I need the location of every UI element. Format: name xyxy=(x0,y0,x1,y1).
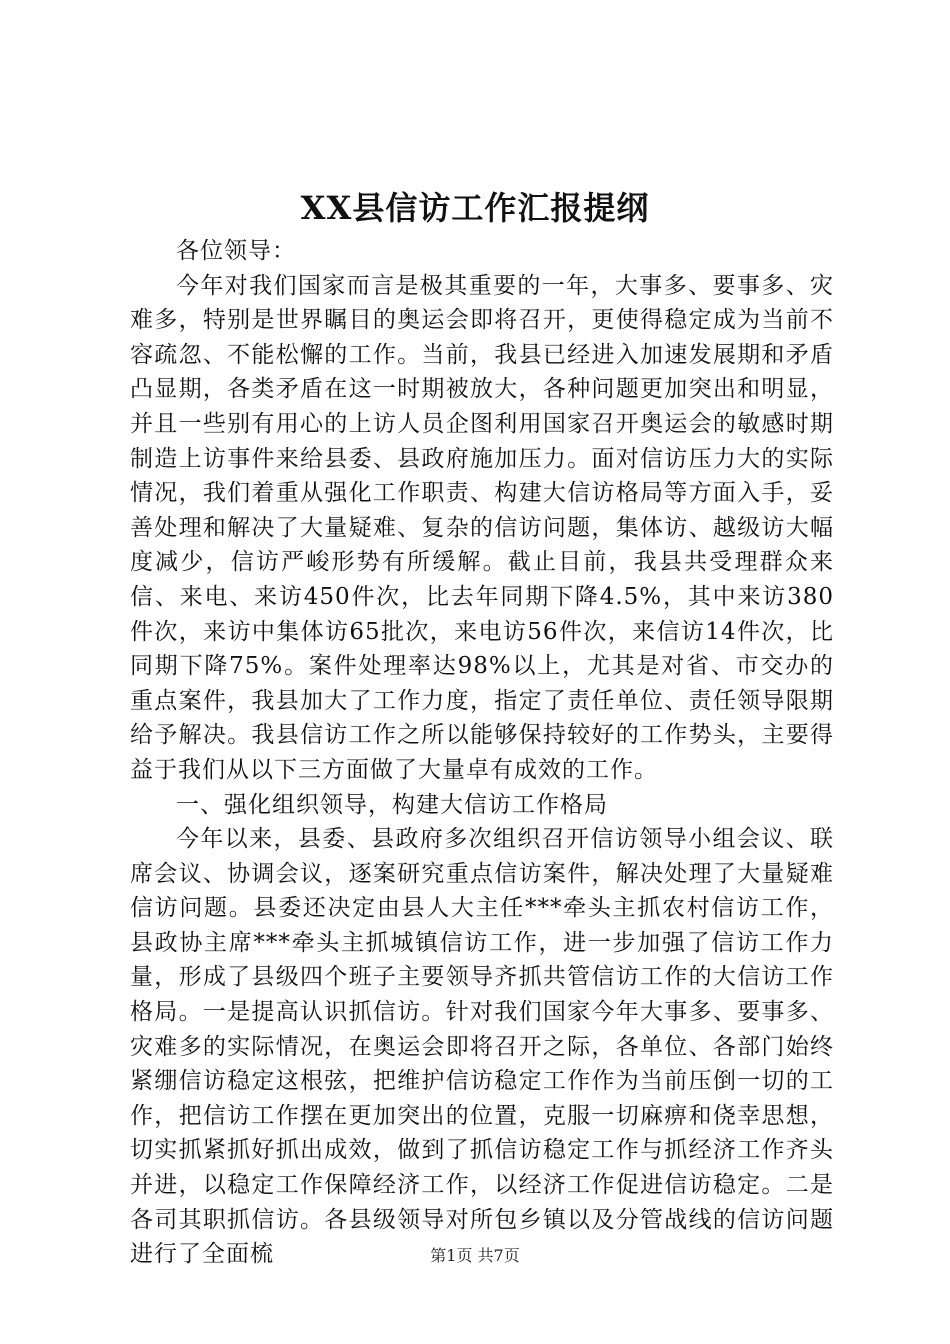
page-number: 第1页 共7页 xyxy=(430,1246,520,1265)
paragraph-section-1: 今年以来，县委、县政府多次组织召开信访领导小组会议、联席会议、协调会议，逐案研究重点信访案件，解决处理了大量疑难信访问题。县委还决定由县人大主任***牵头主抓农村信访工作，县政协主席***牵头主抓城镇信访工作，进一步加强了信访工作力量，形成了县级四个班子主要领导齐抓共管信访工作的大信访工作格局。一是提高认识抓信访。针对我们国家今年大事多、要事多、灾难多的实际情况，在奥运会即将召开之际，各单位、各部门始终紧绷信访稳定这根弦，把维护信访稳定工作作为当前压倒一切的工作，把信访工作摆在更加突出的位置，克服一切麻痹和侥幸思想，切实抓紧抓好抓出成效，做到了抓信访稳定工作与抓经济工作齐头并进，以稳定工作保障经济工作，以经济工作促进信访稳定。二是各司其职抓信访。各县级领导对所包乡镇以及分管战线的信访问题进行了全面梳 xyxy=(130,826,834,1268)
document-title: XX县信访工作汇报提纲 xyxy=(300,189,650,227)
section-heading-1: 一、强化组织领导，构建大信访工作格局 xyxy=(176,791,608,818)
salutation: 各位领导： xyxy=(176,238,296,264)
paragraph-intro: 今年对我们国家而言是极其重要的一年，大事多、要事多、灾难多，特别是世界瞩目的奥运会即将召开，更使得稳定成为当前不容疏忽、不能松懈的工作。当前，我县已经进入加速发展期和矛盾凸显期，各类矛盾在这一时期被放大，各种问题更加突出和明显，并且一些别有用心的上访人员企图利用国家召开奥运会的敏感时期制造上访事件来给县委、县政府施加压力。面对信访压力大的实际情况，我们着重从强化工作职责、构建大信访格局等方面入手，妥善处理和解决了大量疑难、复杂的信访问题，集体访、越级访大幅度减少，信访严峻形势有所缓解。截止目前，我县共受理群众来信、来电、来访450件次，比去年同期下降4.5%，其中来访380件次，来访中集体访65批次，来电访56件次，来信访14件次，比同期下降75%。案件处理率达98%以上，尤其是对省、市交办的重点案件，我县加大了工作力度，指定了责任单位、责任领导限期给予解决。我县信访工作之所以能够保持较好的工作势头，主要得益于我们从以下三方面做了大量卓有成效的工作。 xyxy=(130,272,834,783)
document-body xyxy=(130,234,834,1272)
